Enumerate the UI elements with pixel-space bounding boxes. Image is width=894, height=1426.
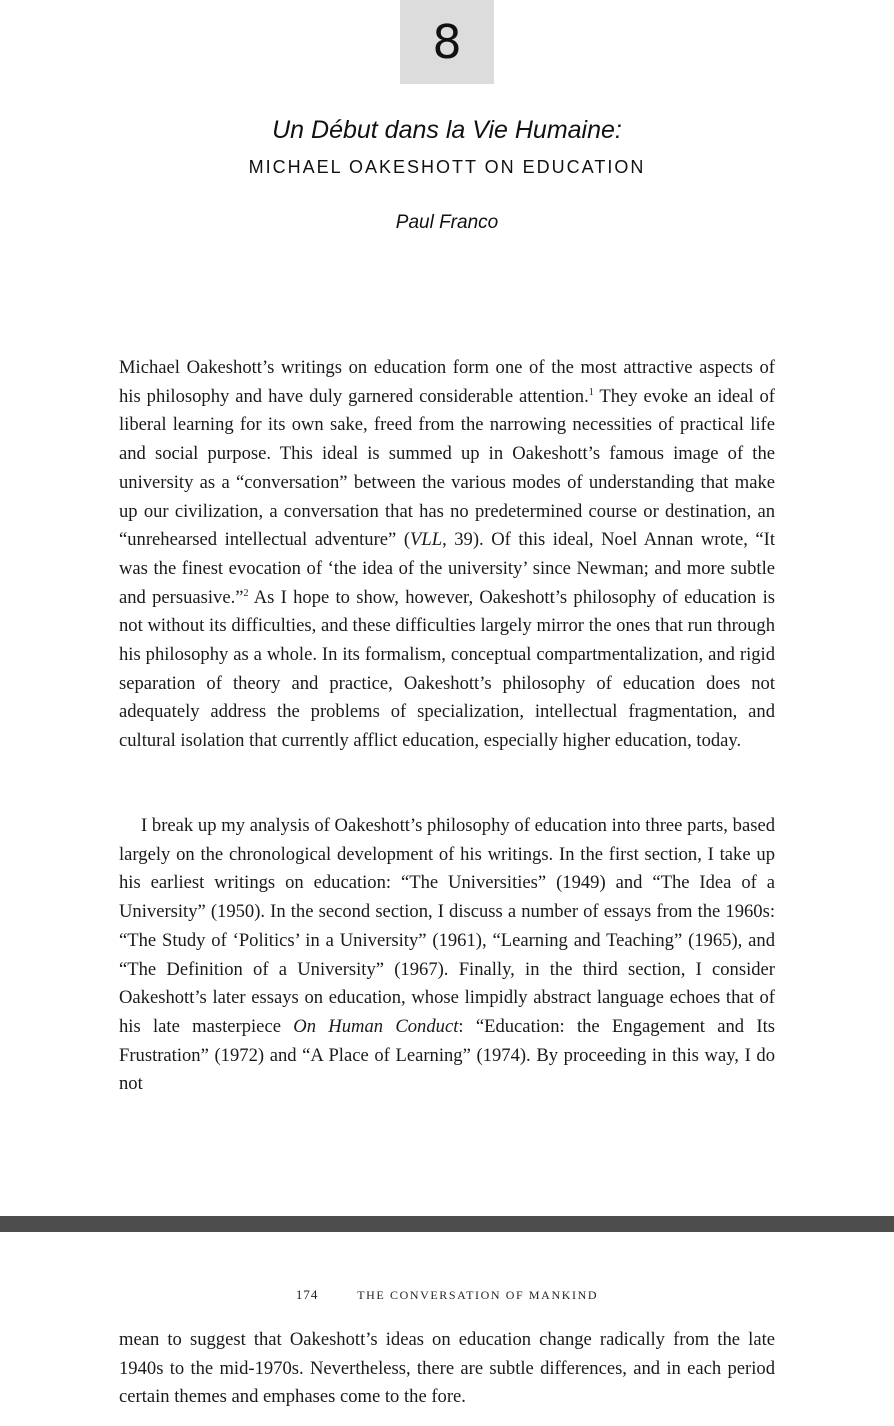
para3-text: mean to suggest that Oakeshott’s ideas on education change radically from the late 1940s to the mid-1970s. Nevertheless, there are subtle differences, and in each period certain themes and emphases come to the fore. — [119, 1329, 775, 1408]
paragraph-2 — [119, 812, 775, 1099]
page-divider — [0, 1216, 894, 1232]
running-head — [0, 1287, 894, 1303]
footnote-ref-2[interactable]: 2 — [243, 587, 249, 599]
paragraph-continued — [119, 1326, 775, 1412]
chapter-number-box — [400, 0, 494, 84]
para1-text-a: Michael Oakeshott’s writings on education form one of the most attractive aspects of his philosophy and have duly garnered considerable attention. — [119, 357, 775, 407]
running-title: THE CONVERSATION OF MANKIND — [357, 1288, 599, 1302]
author-name: Paul Franco — [395, 212, 499, 233]
citation-abbrev: VLL — [410, 529, 443, 551]
chapter-title: Un Début dans la Vie Humaine: — [272, 116, 622, 144]
book-title: On Human Conduct — [293, 1015, 459, 1037]
page-number: 174 — [295, 1287, 319, 1302]
para1-text-c: , 39). Of this ideal, Noel Annan wrote, “It was the finest evocation of ‘the idea of the university’ since Newman; and more subtle and persuasive.” — [119, 529, 775, 608]
chapter-subtitle: MICHAEL OAKESHOTT ON EDUCATION — [248, 157, 646, 177]
para1-text-b: They evoke an ideal of liberal learning for its own sake, freed from the narrowing necessities of practical life and social purpose. This ideal is summed up in Oakeshott’s famous image of the university as a “conversation” between the various modes of understanding that make up our civilization, a conversation that has no predetermined course or destination, an “unrehearsed intellectual adventure” ( — [119, 385, 775, 551]
footnote-ref-1[interactable]: 1 — [588, 386, 594, 398]
chapter-number: 8 — [432, 15, 462, 69]
para1-text-d: As I hope to show, however, Oakeshott’s philosophy of education is not without its difficulties, and these difficulties largely mirror the ones that run through his philosophy as a whole. In its formalism, conceptual compartmentalization, and rigid separation of theory and practice, Oakeshott’s philosophy of education does not adequately address the problems of specialization, intellectual fragmentation, and cultural isolation that currently afflict education, especially higher education, today. — [119, 586, 776, 752]
para2-text-b: : “Education: the Engagement and Its Frustration” (1972) and “A Place of Learning” (1974). By proceeding in this way, I do not — [119, 1015, 775, 1095]
para2-text-a: I break up my analysis of Oakeshott’s philosophy of education into three parts, based largely on the chronological development of his writings. In the first section, I take up his earliest writings on education: “The Universities” (1949) and “The Idea of a University” (1950). In the second section, I discuss a number of essays from the 1960s: “The Study of ‘Politics’ in a University” (1961), “Learning and Teaching” (1965), and “The Definition of a University” (1967). Finally, in the third section, I consider Oakeshott’s later essays on education, whose limpidly abstract language echoes that of his late masterpiece — [119, 815, 775, 1037]
paragraph-1 — [119, 354, 775, 756]
